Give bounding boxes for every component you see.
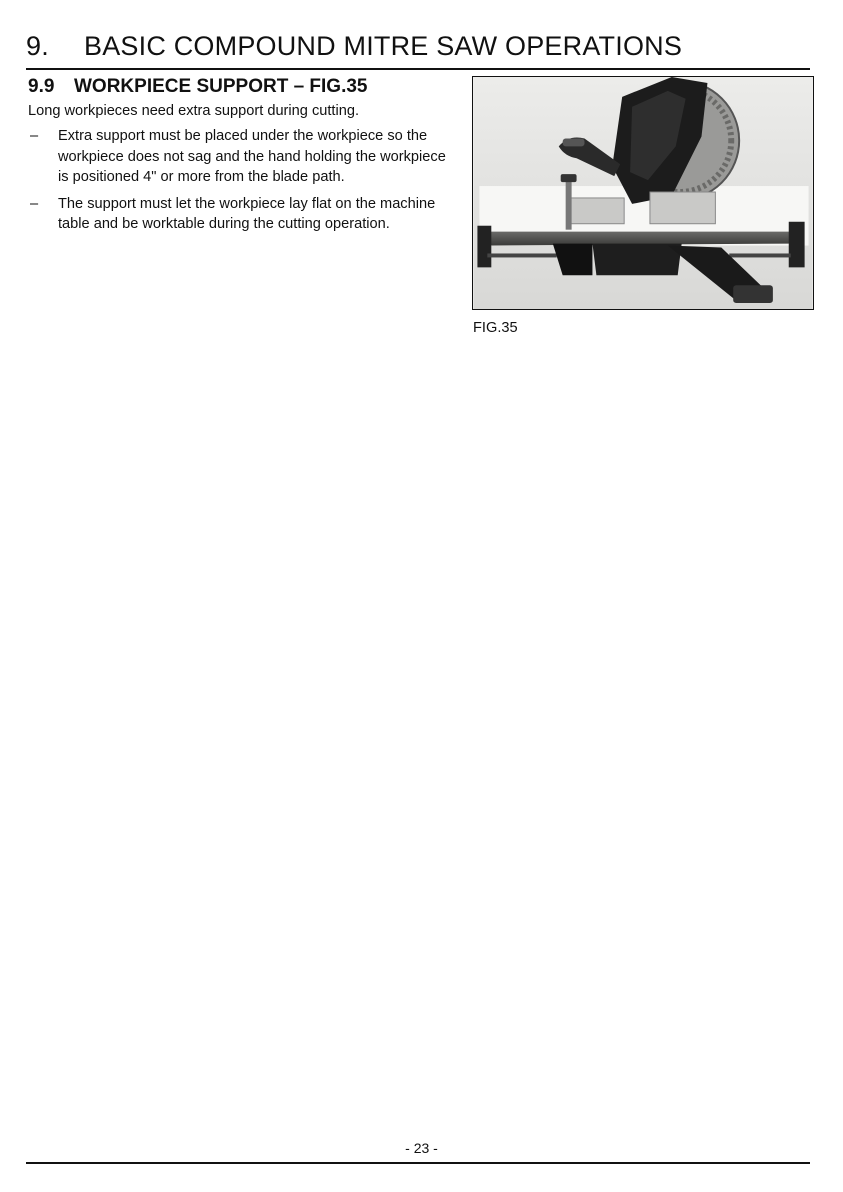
figure-photo (472, 76, 814, 310)
mitre-saw-illustration (473, 77, 813, 309)
header-rule (26, 68, 810, 70)
list-item (28, 194, 458, 235)
chapter-title: BASIC COMPOUND MITRE SAW OPERATIONS (84, 31, 683, 61)
figure-caption: FIG.35 (473, 320, 518, 336)
list-item (28, 126, 458, 188)
intro-paragraph: Long workpieces need extra support during cutting. (28, 103, 359, 119)
section-number: 9.9 (28, 76, 55, 97)
chapter-heading (26, 26, 816, 66)
section-title: WORKPIECE SUPPORT – FIG.35 (74, 76, 368, 97)
page-number: - 23 - (405, 1140, 438, 1156)
instruction-list (28, 126, 458, 241)
bullet-dash: – (30, 128, 39, 144)
bullet-dash: – (30, 195, 39, 212)
footer-rule (26, 1162, 810, 1164)
list-item-text: Extra support must be placed under the workpiece so the workpiece does not sag and the hand holding the workpiece is positioned 4" or more from the blade path. (58, 128, 446, 185)
list-item-text: The support must let the workpiece lay flat on the machine table and be worktable during the cutting operation. (58, 195, 436, 232)
section-heading (28, 74, 368, 100)
chapter-number: 9. (26, 31, 49, 61)
